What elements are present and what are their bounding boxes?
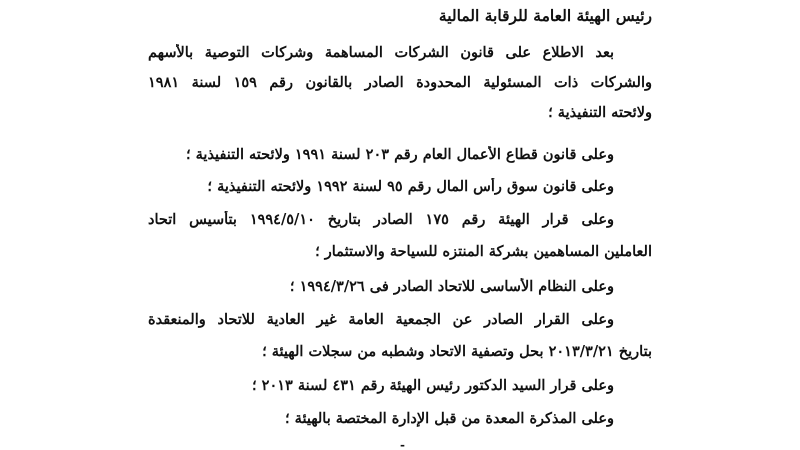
text-line-4: وعلى قانون قطاع الأعمال العام رقم ٢٠٣ لسنة ١٩٩١ ولائحته التنفيذية ؛ [185, 146, 614, 163]
text-line-6: وعلى قرار الهيئة رقم ١٧٥ الصادر بتاريخ ١٩٩٤/٥/١٠ بتأسيس اتحاد [148, 211, 614, 228]
document-title: رئيس الهيئة العامة للرقابة المالية [438, 6, 652, 25]
text-line-12: وعلى المذكرة المعدة من قبل الإدارة المختصة بالهيئة ؛ [285, 410, 614, 427]
text-line-10: بتاريخ ٢٠١٣/٣/٢١ بحل وتصفية الاتحاد وشطبه من سجلات الهيئة ؛ [262, 343, 652, 360]
text-line-1: بعد الاطلاع على قانون الشركات المساهمة وشركات التوصية بالأسهم [148, 44, 614, 61]
text-line-7: العاملين المساهمين بشركة المنتزه للسياحة والاستثمار ؛ [315, 243, 652, 260]
text-line-5: وعلى قانون سوق رأس المال رقم ٩٥ لسنة ١٩٩٢ ولائحته التنفيذية ؛ [207, 178, 614, 195]
decree-document [148, 0, 652, 450]
text-line-3: ولائحته التنفيذية ؛ [548, 104, 652, 121]
text-line-2: والشركات ذات المسئولية المحدودة الصادر بالقانون رقم ١٥٩ لسنة ١٩٨١ [148, 74, 652, 91]
text-line-8: وعلى النظام الأساسى للاتحاد الصادر فى ١٩٩٤/٣/٢٦ ؛ [289, 278, 614, 295]
page-mark: - [400, 438, 405, 450]
text-line-11: وعلى قرار السيد الدكتور رئيس الهيئة رقم ٤٣١ لسنة ٢٠١٣ ؛ [252, 377, 614, 394]
text-line-9: وعلى القرار الصادر عن الجمعية العامة غير العادية للاتحاد والمنعقدة [148, 311, 614, 328]
